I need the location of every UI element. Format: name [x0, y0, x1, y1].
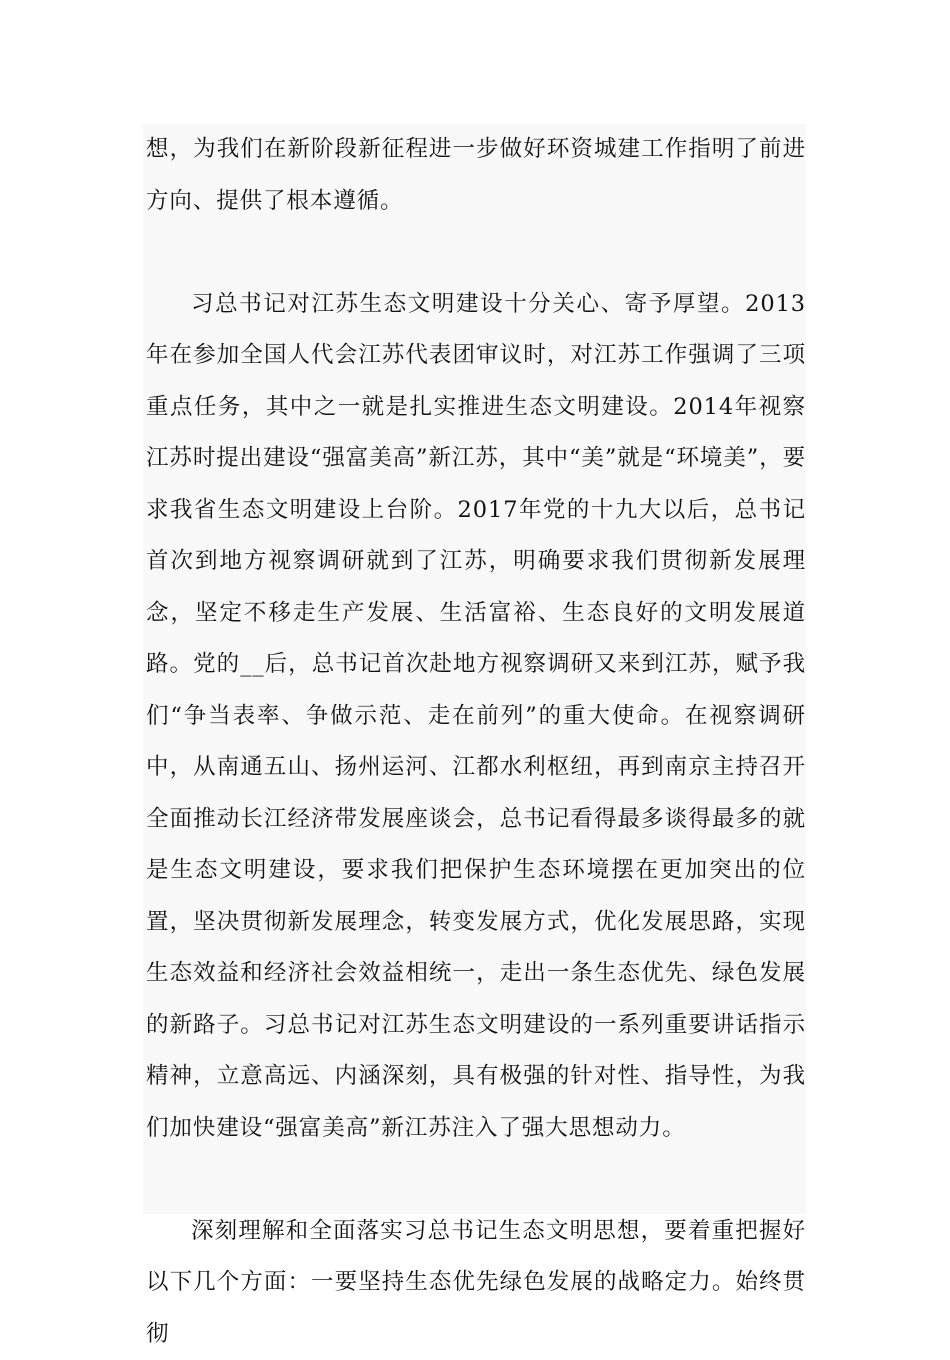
paragraph-jiangsu-ecology: 习总书记对江苏生态文明建设十分关心、寄予厚望。2013年在参加全国人代会江苏代表团审议时，对江苏工作强调了三项重点任务，其中之一就是扎实推进生态文明建设。2014年视察江苏时提出建设“强富美高”新江苏，其中“美”就是“环境美”，要求我省生态文明建设上台阶。2017年党的十九大以后，总书记首次到地方视察调研就到了江苏，明确要求我们贯彻新发展理念，坚定不移走生产发展、生活富裕、生态良好的文明发展道路。党的__后，总书记首次赴地方视察调研又来到江苏，赋予我们“争当表率、争做示范、走在前列”的重大使命。在视察调研中，从南通五山、扬州运河、江都水利枢纽，再到南京主持召开全面推动长江经济带发展座谈会，总书记看得最多谈得最多的就是生态文明建设，要求我们把保护生态环境摆在更加突出的位置，坚决贯彻新发展理念，转变发展方式，优化发展思路，实现生态效益和经济社会效益相统一，走出一条生态优先、绿色发展的新路子。习总书记对江苏生态文明建设的一系列重要讲话指示精神，立意高远、内涵深刻，具有极强的针对性、指导性，为我们加快建设“强富美高”新江苏注入了强大思想动力。 — [146, 279, 806, 1155]
paragraph-continued: 想，为我们在新阶段新征程进一步做好环资城建工作指明了前进方向、提供了根本遵循。 — [146, 124, 806, 227]
paragraph-key-aspects: 深刻理解和全面落实习总书记生态文明思想，要着重把握好以下几个方面：一要坚持生态优先绿色发展的战略定力。始终贯彻 — [146, 1206, 806, 1360]
paragraph-spacer — [146, 227, 806, 279]
paragraph-spacer — [146, 1154, 806, 1206]
document-body — [146, 124, 806, 1360]
